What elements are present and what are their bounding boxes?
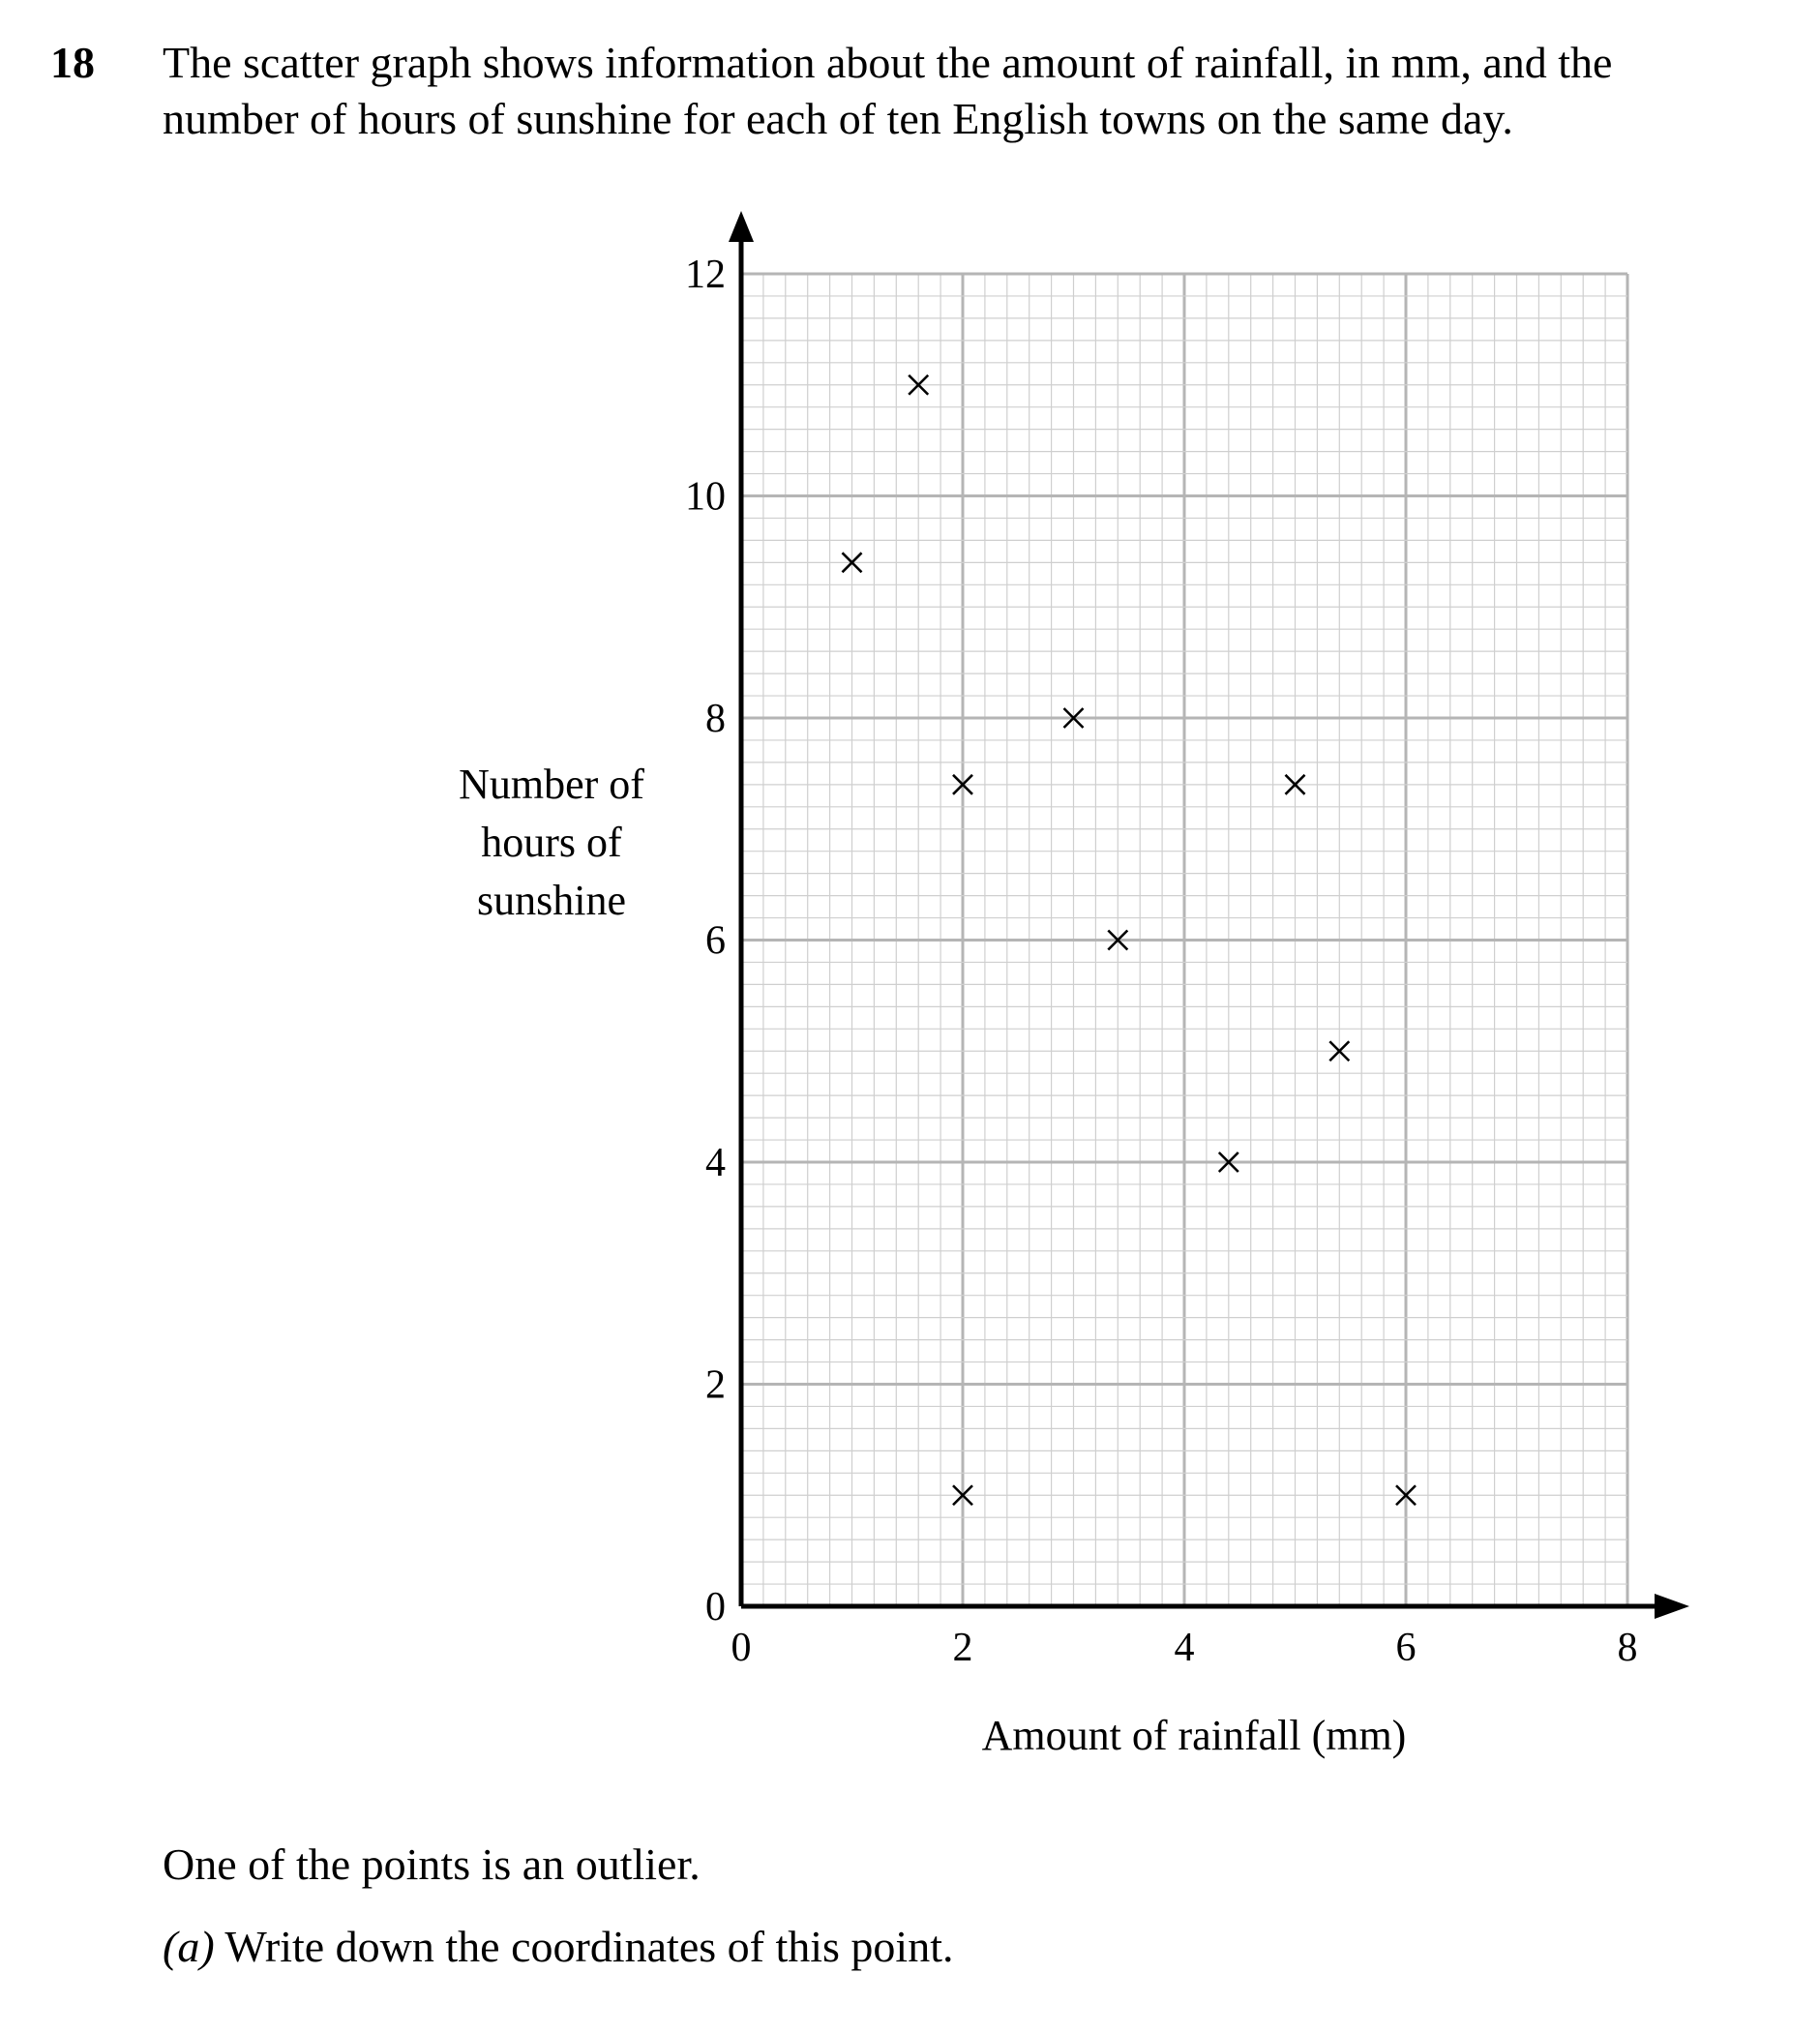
question-number: 18 [50,38,95,87]
y-axis-label-line: Number of [459,761,644,808]
outlier-statement: One of the points is an outlier. [163,1839,701,1889]
x-tick-label: 4 [1174,1626,1195,1670]
y-tick-label: 0 [705,1585,726,1629]
y-tick-label: 6 [705,918,726,964]
x-tick-label: 2 [952,1626,973,1670]
axis-labels [459,761,1406,1759]
question-text-line-1: The scatter graph shows information about the amount of rainfall, in mm, and the [163,38,1613,87]
y-axis-label [459,761,644,924]
question-part-a [163,1921,953,1972]
y-axis-arrow [729,211,754,242]
part-a-text: Write down the coordinates of this point. [224,1922,954,1971]
y-axis-label-line: sunshine [477,877,626,924]
x-axis-label: Amount of rainfall (mm) [981,1712,1407,1759]
y-tick-label: 10 [685,474,726,520]
y-tick-label: 12 [685,253,726,297]
axes [729,211,1689,1619]
grid [741,274,1627,1606]
question-text-line-2: number of hours of sunshine for each of ten English towns on the same day. [163,94,1513,143]
x-tick-label: 8 [1617,1626,1638,1670]
y-axis-label-line: hours of [481,819,622,866]
x-axis-arrow [1655,1594,1689,1619]
part-a-label: (a) [163,1922,215,1971]
x-tick-label: 0 [731,1626,752,1670]
x-tick-label: 6 [1395,1626,1417,1670]
y-tick-label: 8 [705,697,726,741]
y-tick-label: 4 [705,1141,726,1185]
y-tick-label: 2 [705,1362,726,1408]
